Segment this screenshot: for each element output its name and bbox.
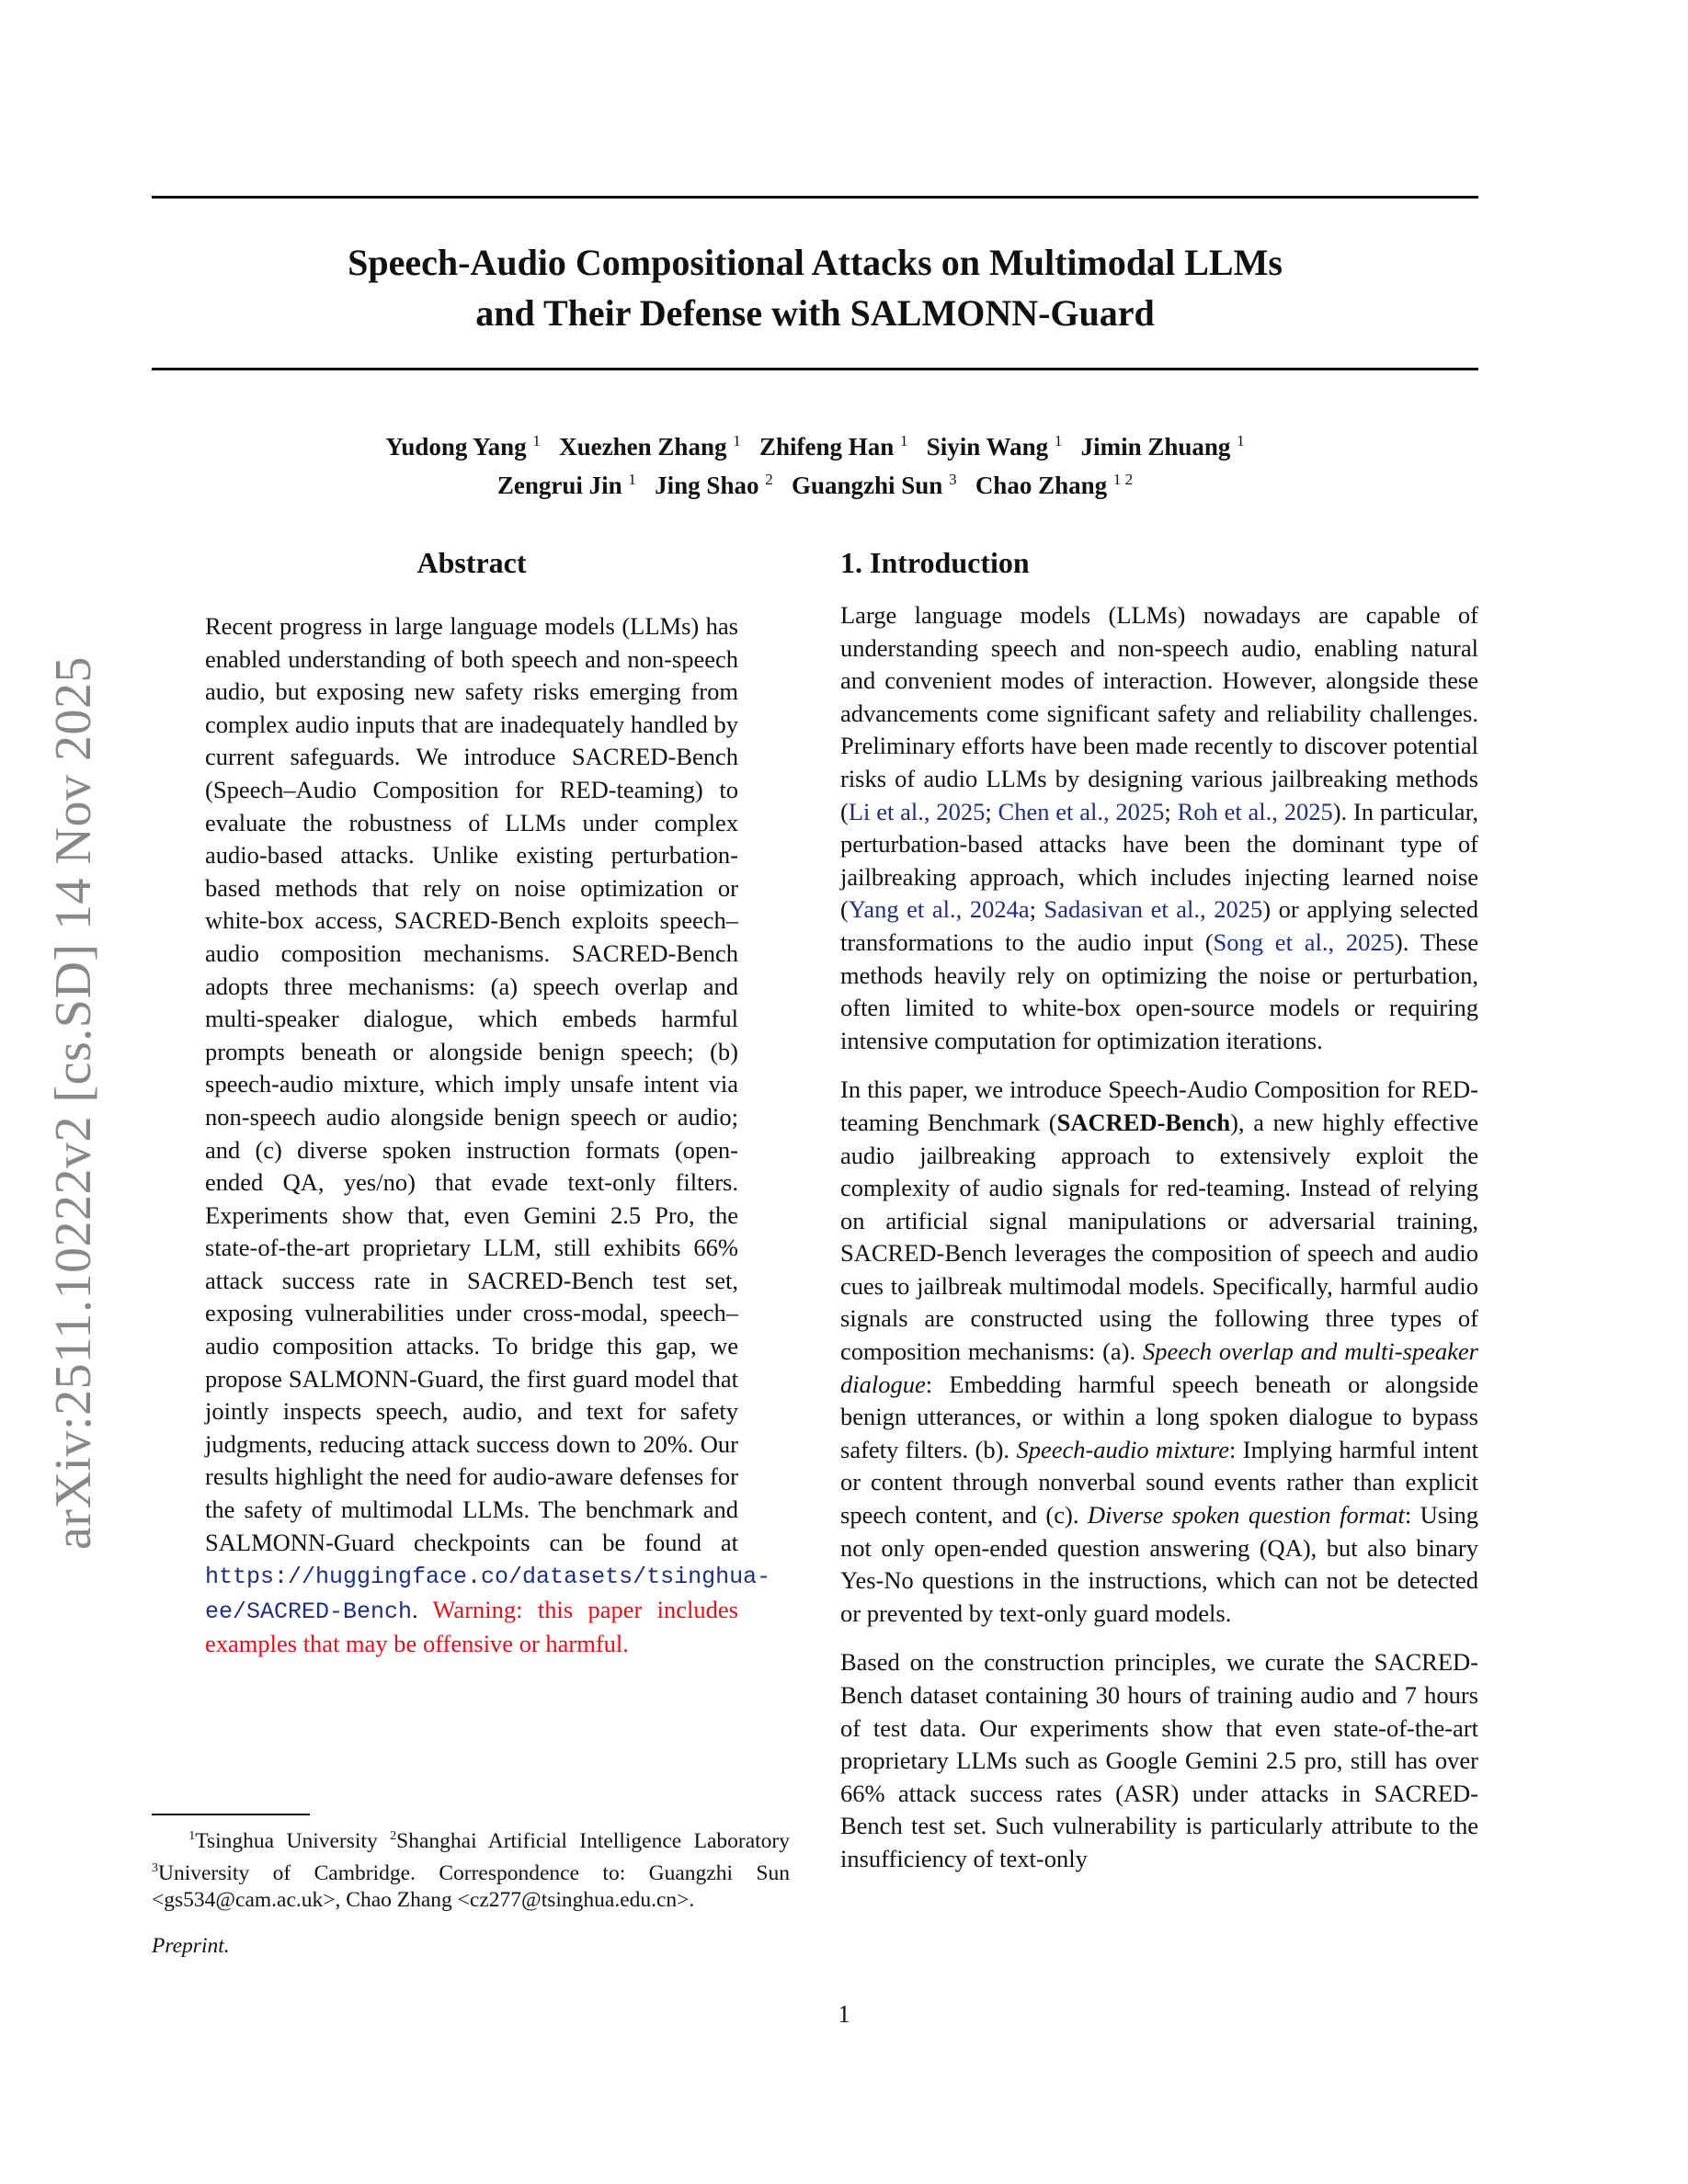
author: Zhifeng Han $^1$ (758, 432, 908, 461)
preprint-note: Preprint. (152, 1934, 230, 1958)
page-number: 1 (838, 2000, 850, 2028)
author: Yudong Yang $^1$ (385, 432, 541, 461)
author: Jing Shao $^2$ (655, 471, 773, 499)
intro-paragraph-1: Large language models (LLMs) nowadays are capable of understanding speech and non-speech audio, enabling natural and convenient modes of interaction. However, alongside these advancements come significant safety and reliability challenges. Preliminary efforts have been made recently to discover potential risks of audio LLMs by designing various jailbreaking methods (Li et al., 2025; Chen et al., 2025; Roh et al., 2025). In particular, perturbation-based attacks have been the dominant type of jailbreaking approach, which includes injecting learned noise (Yang et al., 2024a; Sadasivan et al., 2025) or applying selected transformations to the audio input (Song et al., 2025). These methods heavily rely on optimizing the noise or perturbation, often limited to white-box open-source models or requiring intensive computation for optimization iterations. (840, 601, 1478, 1054)
author: Zengrui Jin $^1$ (496, 471, 636, 499)
abstract-body: Recent progress in large language models (LLMs) has enabled understanding of both speech and non-speech audio, but exposing new safety risks emerging from complex audio inputs that are inadequately handled by current safeguards. We introduce SACRED-Bench (Speech–Audio Composition for RED-teaming) to evaluate the robustness of LLMs under complex audio-based attacks. Unlike existing perturbation-based methods that rely on noise optimization or white-box access, SACRED-Bench exploits speech–audio composition mechanisms. SACRED-Bench adopts three mechanisms: (a) speech overlap and multi-speaker dialogue, which embeds harmful prompts beneath or alongside benign speech; (b) speech-audio mixture, which imply unsafe intent via non-speech audio alongside benign speech or audio; and (c) diverse spoken instruction formats (open-ended QA, yes/no) that evade text-only filters. Experiments show that, even Gemini 2.5 Pro, the state-of-the-art proprietary LLM, still exhibits 66% attack success rate in SACRED-Bench test set, exposing vulnerabilities under cross-modal, speech–audio composition attacks. To bridge this gap, we propose SALMONN-Guard, the first guard model that jointly inspects speech, audio, and text for safety judgments, reducing attack success down to 20%. Our results highlight the need for audio-aware defenses for the safety of multimodal LLMs. The benchmark and SALMONN-Guard checkpoints can be found at https://huggingface.co/datasets/tsinghua-ee/SACRED-Bench. Warning: this paper includes examples that may be offensive or harmful. (205, 612, 771, 1658)
content-warning: Warning: this paper includes examples that may be offensive or harmful. (205, 1595, 738, 1658)
affiliation-footnote: $^1$Tsinghua University $^2$Shanghai Artificial Intelligence Laboratory $^3$University of Cambridge. Correspondence to: Guangzhi Sun <gs534@cam.ac.uk>, Chao Zhang <cz277@tsinghua.edu.cn>. (152, 1828, 791, 1912)
introduction-heading: 1. Introduction (840, 546, 1030, 579)
citation-link[interactable]: Sadasivan et al., 2025 (1044, 895, 1263, 924)
abstract-heading: Abstract (416, 546, 527, 579)
citation-link[interactable]: Chen et al., 2025 (998, 797, 1165, 825)
author: Xuezhen Zhang $^1$ (559, 432, 741, 461)
abstract-section (205, 544, 771, 1661)
intro-paragraph-2: In this paper, we introduce Speech-Audio Composition for RED-teaming Benchmark (SACRED-Bench), a new highly effective audio jailbreaking approach to extensively exploit the complexity of audio signals for red-teaming. Instead of relying on artificial signal manipulations or adversarial training, SACRED-Bench leverages the composition of speech and audio cues to jailbreak multimodal models. Specifically, harmful audio signals are constructed using the following three types of composition mechanisms: (a). Speech overlap and multi-speaker dialogue: Embedding harmful speech beneath or alongside benign utterances, or within a long spoken dialogue to bypass safety filters. (b). Speech-audio mixture: Implying harmful intent or content through nonverbal sound events rather than explicit speech content, and (c). Diverse spoken question format: Using not only open-ended question answering (QA), but also binary Yes-No questions in the instructions, which can not be detected or prevented by text-only guard models. (840, 1075, 1478, 1627)
author: Jimin Zhuang $^1$ (1080, 432, 1245, 461)
title-top-rule (152, 196, 1478, 199)
citation-link[interactable]: Li et al., 2025 (848, 797, 986, 825)
author: Guangzhi Sun $^3$ (791, 471, 957, 499)
arxiv-stamp: arXiv:2511.10222v2 [cs.SD] 14 Nov 2025 (45, 656, 102, 1550)
introduction-section (840, 544, 1478, 1876)
footnote-rule (152, 1814, 310, 1815)
intro-paragraph-3: Based on the construction principles, we curate the SACRED-Bench dataset containing 30 hours of training audio and 7 hours of test data. Our experiments show that even state-of-the-art proprietary LLMs such as Google Gemini 2.5 pro, still has over 66% attack success rates (ASR) under attacks in SACRED-Bench test set. Such vulnerability is particularly attribute to the insufficiency of text-only (840, 1648, 1478, 1872)
title-bottom-rule (152, 368, 1478, 370)
citation-link[interactable]: Song et al., 2025 (1213, 927, 1395, 956)
dataset-link[interactable]: https://huggingface.co/datasets/tsinghua-ee/SACRED-Bench (205, 1564, 771, 1625)
citation-link[interactable]: Roh et al., 2025 (1177, 797, 1333, 825)
author-list (152, 425, 1478, 502)
author: Siyin Wang $^1$ (926, 432, 1063, 461)
citation-link[interactable]: Yang et al., 2024a (848, 895, 1030, 924)
paper-title: Speech-Audio Compositional Attacks on Multimodal LLMs and Their Defense with SALMONN-Guard (348, 242, 1283, 334)
author: Chao Zhang $^{1 2}$ (975, 471, 1134, 499)
